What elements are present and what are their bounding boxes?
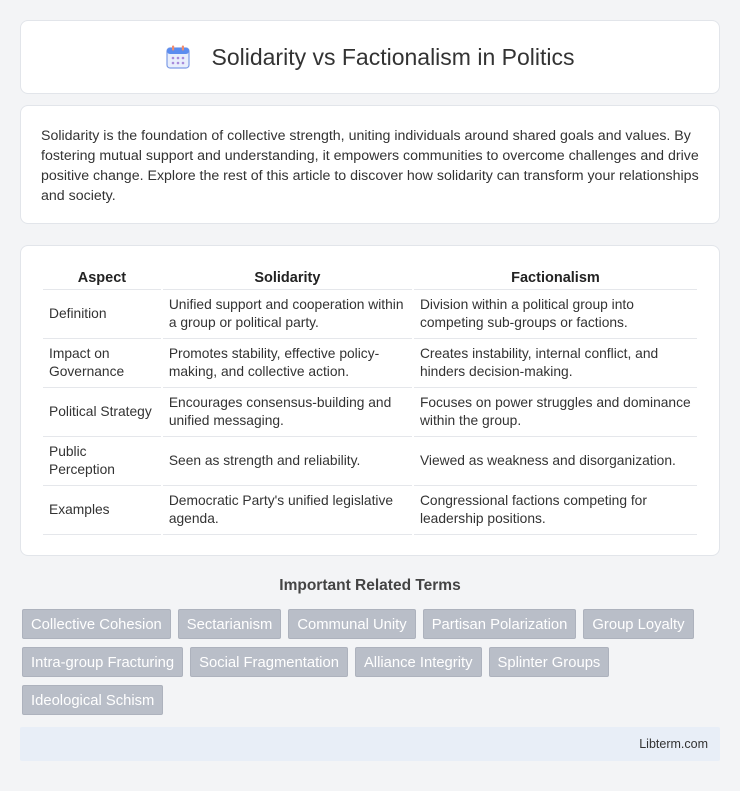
related-term-tag[interactable]: Splinter Groups [489,647,610,677]
related-term-tag[interactable]: Partisan Polarization [423,609,577,639]
table-row [43,339,697,388]
related-terms-title: Important Related Terms [279,577,461,594]
table-cell-solidarity: Seen as strength and reliability. [163,437,412,486]
comparison-table [41,266,699,535]
intro-paragraph: Solidarity is the foundation of collective strength, uniting individuals around shared goals and values. By fostering mutual support and understanding, it empowers communities to overcome challenges and drive positive change. Explore the rest of this article to discover how solidarity can transform your relationships and society. [41,128,699,204]
related-term-tag[interactable]: Collective Cohesion [22,609,171,639]
column-header-factionalism: Factionalism [414,266,697,290]
calendar-icon [165,44,191,70]
header-card [20,20,720,94]
table-cell-factionalism: Creates instability, internal conflict, and hinders decision-making. [414,339,697,388]
table-cell-aspect: Political Strategy [43,388,161,437]
footer-site-link[interactable]: Libterm.com [639,737,708,751]
related-term-tag[interactable]: Social Fragmentation [190,647,348,677]
table-cell-factionalism: Division within a political group into competing sub-groups or factions. [414,290,697,339]
table-cell-factionalism: Viewed as weakness and disorganization. [414,437,697,486]
column-header-aspect: Aspect [43,266,161,290]
related-term-tag[interactable]: Communal Unity [288,609,415,639]
table-cell-aspect: Examples [43,486,161,535]
table-cell-solidarity: Promotes stability, effective policy-making, and collective action. [163,339,412,388]
related-term-tag[interactable]: Ideological Schism [22,685,163,715]
table-cell-factionalism: Congressional factions competing for leadership positions. [414,486,697,535]
table-cell-solidarity: Unified support and cooperation within a group or political party. [163,290,412,339]
table-header-row [43,266,697,290]
table-row [43,290,697,339]
table-cell-factionalism: Focuses on power struggles and dominance within the group. [414,388,697,437]
intro-card [20,105,720,224]
page-title: Solidarity vs Factionalism in Politics [211,43,575,70]
comparison-table-card [20,245,720,556]
related-term-tag[interactable]: Sectarianism [178,609,282,639]
table-row [43,486,697,535]
table-cell-solidarity: Encourages consensus-building and unified messaging. [163,388,412,437]
related-term-tag[interactable]: Alliance Integrity [355,647,482,677]
table-cell-aspect: Impact on Governance [43,339,161,388]
table-cell-solidarity: Democratic Party's unified legislative agenda. [163,486,412,535]
column-header-solidarity: Solidarity [163,266,412,290]
related-term-tag[interactable]: Group Loyalty [583,609,693,639]
table-row [43,437,697,486]
table-cell-aspect: Public Perception [43,437,161,486]
related-term-tag[interactable]: Intra-group Fracturing [22,647,183,677]
related-terms-tags [22,609,722,715]
table-row [43,388,697,437]
footer [20,727,720,761]
table-cell-aspect: Definition [43,290,161,339]
